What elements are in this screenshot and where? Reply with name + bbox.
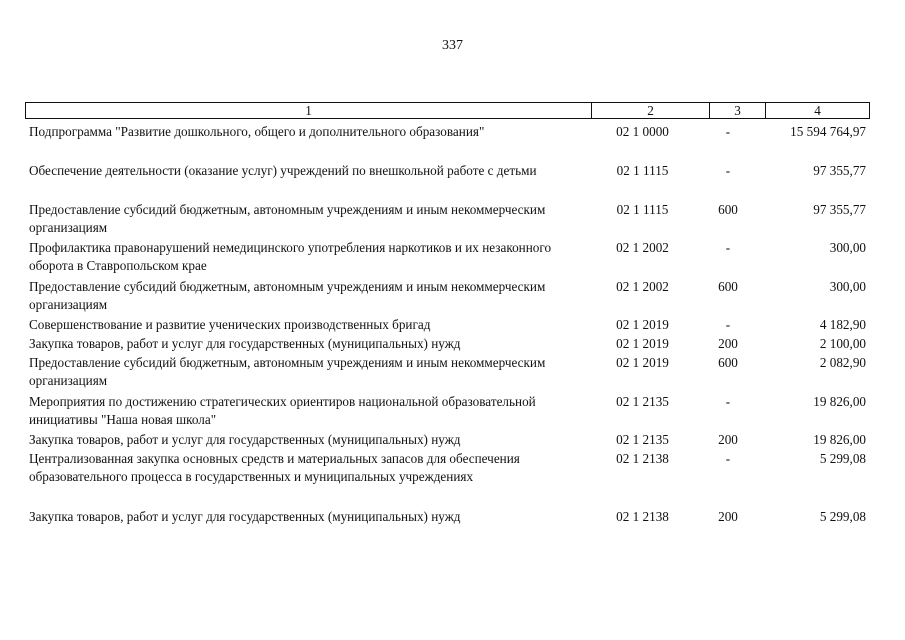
row-sum: 2 100,00 [819,336,866,351]
row-kind: 600 [718,355,738,370]
row-name: Мероприятия по достижению стратегических ориентиров национальной образовательной инициативы "Наша новая школа" [29,394,536,427]
row-name: Закупка товаров, работ и услуг для государственных (муниципальных) нужд [29,509,461,524]
row-code: 02 1 2138 [616,509,669,524]
row-kind: - [725,451,731,466]
row-sum: 4 182,90 [819,317,866,332]
column-header-4: 4 [814,103,821,118]
row-code: 02 1 2002 [616,279,669,294]
row-code: 02 1 2135 [616,394,669,409]
row-name: Закупка товаров, работ и услуг для государственных (муниципальных) нужд [29,336,461,351]
row-sum: 300,00 [829,240,866,255]
page-number: 337 [442,38,463,53]
row-sum: 19 826,00 [813,394,866,409]
row-name: Предоставление субсидий бюджетным, автономным учреждениям и иным некоммерческим организациям [29,355,546,388]
row-name: Подпрограмма "Развитие дошкольного, общего и дополнительного образования" [29,124,485,139]
row-name: Предоставление субсидий бюджетным, автономным учреждениям и иным некоммерческим организациям [29,202,546,235]
row-kind: - [725,124,731,139]
row-code: 02 1 1115 [616,163,669,178]
row-sum: 97 355,77 [813,163,866,178]
row-code: 02 1 2002 [616,240,669,255]
row-kind: - [725,394,731,409]
row-sum: 5 299,08 [819,451,866,466]
row-kind: 200 [718,336,738,351]
row-code: 02 1 0000 [616,124,669,139]
row-code: 02 1 2135 [616,432,669,447]
row-sum: 19 826,00 [813,432,866,447]
row-kind: 600 [718,279,738,294]
row-sum: 5 299,08 [819,509,866,524]
row-sum: 15 594 764,97 [790,124,866,139]
row-name: Централизованная закупка основных средств и материальных запасов для обеспечения образовательного процесса в государственных и муниципальных учреждениях [29,451,520,484]
row-code: 02 1 2019 [616,336,669,351]
row-code: 02 1 2019 [616,317,669,332]
row-name: Профилактика правонарушений немедицинского употребления наркотиков и их незаконного оборота в Ставропольском крае [29,240,552,273]
row-kind: 200 [718,509,738,524]
row-sum: 300,00 [829,279,866,294]
row-sum: 97 355,77 [813,202,866,217]
row-code: 02 1 2019 [616,355,669,370]
row-name: Обеспечение деятельности (оказание услуг) учреждений по внешкольной работе с детьми [29,163,537,178]
row-kind: - [725,240,731,255]
row-name: Предоставление субсидий бюджетным, автономным учреждениям и иным некоммерческим организациям [29,279,546,312]
column-header-1: 1 [305,103,312,118]
row-name: Совершенствование и развитие ученических производственных бригад [29,317,431,332]
row-code: 02 1 2138 [616,451,669,466]
row-kind: - [725,317,731,332]
row-sum: 2 082,90 [819,355,866,370]
row-kind: 200 [718,432,738,447]
row-name: Закупка товаров, работ и услуг для государственных (муниципальных) нужд [29,432,461,447]
row-kind: - [725,163,731,178]
column-header-3: 3 [734,103,741,118]
row-kind: 600 [718,202,738,217]
row-code: 02 1 1115 [616,202,669,217]
column-header-2: 2 [647,103,654,118]
table-header [25,102,870,119]
